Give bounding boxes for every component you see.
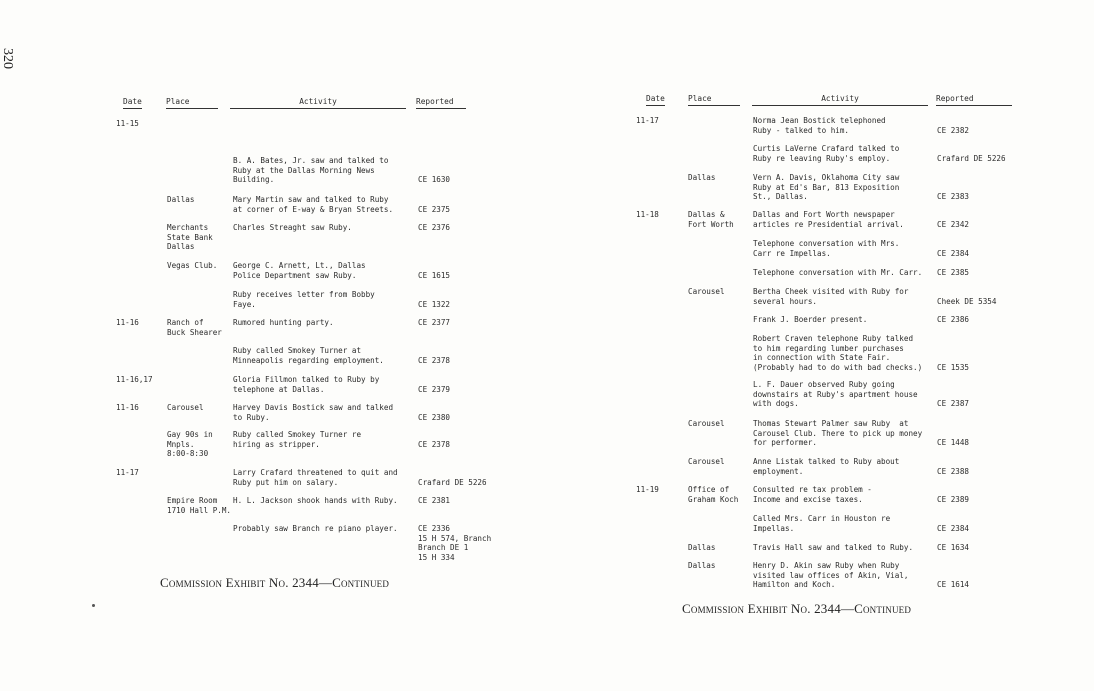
left-row-activity: Ruby called Smokey Turner at Minneapolis regarding employment. (233, 346, 384, 365)
right-row-activity: Consulted re tax problem - Income and excise taxes. (753, 485, 872, 504)
left-row-reported: CE 1322 (418, 299, 451, 309)
right-row-reported: Cheek DE 5354 (937, 296, 997, 306)
left-row-reported: CE 2381 (418, 496, 451, 505)
left-row-reported: CE 2375 (418, 204, 451, 214)
right-row-activity: Robert Craven telephone Ruby talked to him regarding lumber purchases in connection with State Fair. (Probably had to do with bad checks.) (753, 334, 923, 372)
left-row-activity: B. A. Bates, Jr. saw and talked to Ruby at the Dallas Morning News Building. (233, 156, 389, 185)
left-row-place: Empire Room 1710 Hall P.M. (167, 496, 232, 515)
right-row-reported: CE 2382 (937, 125, 970, 135)
right-row-place: Dallas (688, 173, 716, 182)
left-footer: Commission Exhibit No. 2344—Continued (160, 575, 390, 590)
left-row-reported: Crafard DE 5226 (418, 477, 487, 487)
right-header-date: Date (646, 94, 665, 106)
left-row-reported: CE 1615 (418, 270, 451, 280)
left-row-activity: Ruby called Smokey Turner re hiring as stripper. (233, 430, 362, 449)
right-row-reported: CE 1614 (937, 580, 970, 590)
right-row-reported: Crafard DE 5226 (937, 153, 1006, 163)
right-row-place: Office of Graham Koch (688, 485, 739, 504)
left-header-reported: Reported (416, 97, 466, 109)
right-row-activity: Bertha Cheek visited with Ruby for several hours. (753, 287, 909, 306)
right-row-activity: Frank J. Boerder present. (753, 315, 868, 324)
left-row-date: 11-17 (116, 468, 139, 477)
left-row-reported: CE 2376 (418, 223, 451, 232)
left-row-reported: CE 2336 15 H 574, Branch Branch DE 1 15 H 334 (418, 524, 492, 562)
left-row-activity: Charles Streaght saw Ruby. (233, 223, 352, 232)
right-footer: Commission Exhibit No. 2344—Continued (682, 601, 912, 616)
left-row-activity: Ruby receives letter from Bobby Faye. (233, 290, 375, 309)
left-row-place: Vegas Club. (167, 261, 218, 270)
right-row-reported: CE 2386 (937, 315, 970, 324)
right-header-reported: Reported (936, 94, 1012, 106)
left-header-date: Date (123, 97, 142, 109)
right-header-activity: Activity (752, 94, 928, 106)
right-row-reported: CE 2384 (937, 248, 970, 258)
right-row-reported: CE 2383 (937, 192, 970, 202)
left-row-reported: CE 2380 (418, 412, 451, 422)
left-row-activity: H. L. Jackson shook hands with Ruby. (233, 496, 398, 505)
right-row-activity: Norma Jean Bostick telephoned Ruby - talked to him. (753, 116, 886, 135)
left-row-date: 11-15 (116, 119, 139, 128)
right-row-activity: Curtis LaVerne Crafard talked to Ruby re leaving Ruby's employ. (753, 144, 900, 163)
left-row-place: Carousel (167, 403, 204, 412)
left-row-place: Merchants State Bank Dallas (167, 223, 213, 252)
right-row-activity: Vern A. Davis, Oklahoma City saw Ruby at Ed's Bar, 813 Exposition St., Dallas. (753, 173, 900, 202)
left-row-activity: Gloria Fillmon talked to Ruby by telephone at Dallas. (233, 375, 380, 394)
stray-mark (92, 604, 95, 607)
left-row-reported: CE 2378 (418, 355, 451, 365)
left-row-activity: Probably saw Branch re piano player. (233, 524, 398, 533)
right-row-date: 11-18 (636, 210, 659, 219)
right-row-activity: Thomas Stewart Palmer saw Ruby at Carousel Club. There to pick up money for performer. (753, 419, 923, 448)
left-row-activity: Harvey Davis Bostick saw and talked to Ruby. (233, 403, 394, 422)
right-row-reported: CE 1634 (937, 543, 970, 552)
right-row-place: Dallas & Fort Worth (688, 210, 734, 229)
right-row-date: 11-17 (636, 116, 659, 125)
right-row-place: Dallas (688, 561, 716, 570)
left-row-place: Dallas (167, 195, 195, 204)
left-row-reported: CE 2379 (418, 384, 451, 394)
right-row-activity: Telephone conversation with Mr. Carr. (753, 268, 923, 277)
right-row-place: Dallas (688, 543, 716, 552)
right-row-activity: Henry D. Akin saw Ruby when Ruby visited law offices of Akin, Vial, Hamilton and Koch. (753, 561, 909, 590)
right-row-place: Carousel (688, 457, 725, 466)
right-row-reported: CE 2387 (937, 399, 970, 409)
right-row-place: Carousel (688, 419, 725, 428)
left-row-reported: CE 1630 (418, 175, 451, 185)
right-row-place: Carousel (688, 287, 725, 296)
right-row-activity: Travis Hall saw and talked to Ruby. (753, 543, 914, 552)
right-row-date: 11-19 (636, 485, 659, 494)
right-row-reported: CE 1535 (937, 362, 970, 372)
right-row-reported: CE 2388 (937, 466, 970, 476)
left-row-activity: Rumored hunting party. (233, 318, 334, 327)
left-row-date: 11-16,17 (116, 375, 153, 384)
left-row-place: Gay 90s in Mnpls. 8:00-8:30 (167, 430, 213, 459)
right-row-activity: Dallas and Fort Worth newspaper articles re Presidential arrival. (753, 210, 904, 229)
left-row-place: Ranch of Buck Shearer (167, 318, 222, 337)
left-row-activity: George C. Arnett, Lt., Dallas Police Department saw Ruby. (233, 261, 366, 280)
left-row-activity: Larry Crafard threatened to quit and Ruby put him on salary. (233, 468, 398, 487)
right-row-activity: Called Mrs. Carr in Houston re Impellas. (753, 514, 891, 533)
left-row-activity: Mary Martin saw and talked to Ruby at corner of E-way & Bryan Streets. (233, 195, 394, 214)
right-row-activity: L. F. Dauer observed Ruby going downstairs at Ruby's apartment house with dogs. (753, 380, 918, 409)
right-row-reported: CE 1448 (937, 438, 970, 448)
left-row-reported: CE 2378 (418, 439, 451, 449)
right-row-reported: CE 2389 (937, 494, 970, 504)
left-row-reported: CE 2377 (418, 318, 451, 327)
right-row-activity: Anne Listak talked to Ruby about employment. (753, 457, 900, 476)
right-row-reported: CE 2385 (937, 268, 970, 277)
right-row-reported: CE 2384 (937, 523, 970, 533)
right-row-reported: CE 2342 (937, 219, 970, 229)
right-header-place: Place (688, 94, 740, 106)
page-number: 320 (0, 48, 15, 69)
left-header-activity: Activity (230, 97, 406, 109)
left-row-date: 11-16 (116, 403, 139, 412)
right-row-activity: Telephone conversation with Mrs. Carr re Impellas. (753, 239, 900, 258)
left-header-place: Place (166, 97, 218, 109)
left-row-date: 11-16 (116, 318, 139, 327)
